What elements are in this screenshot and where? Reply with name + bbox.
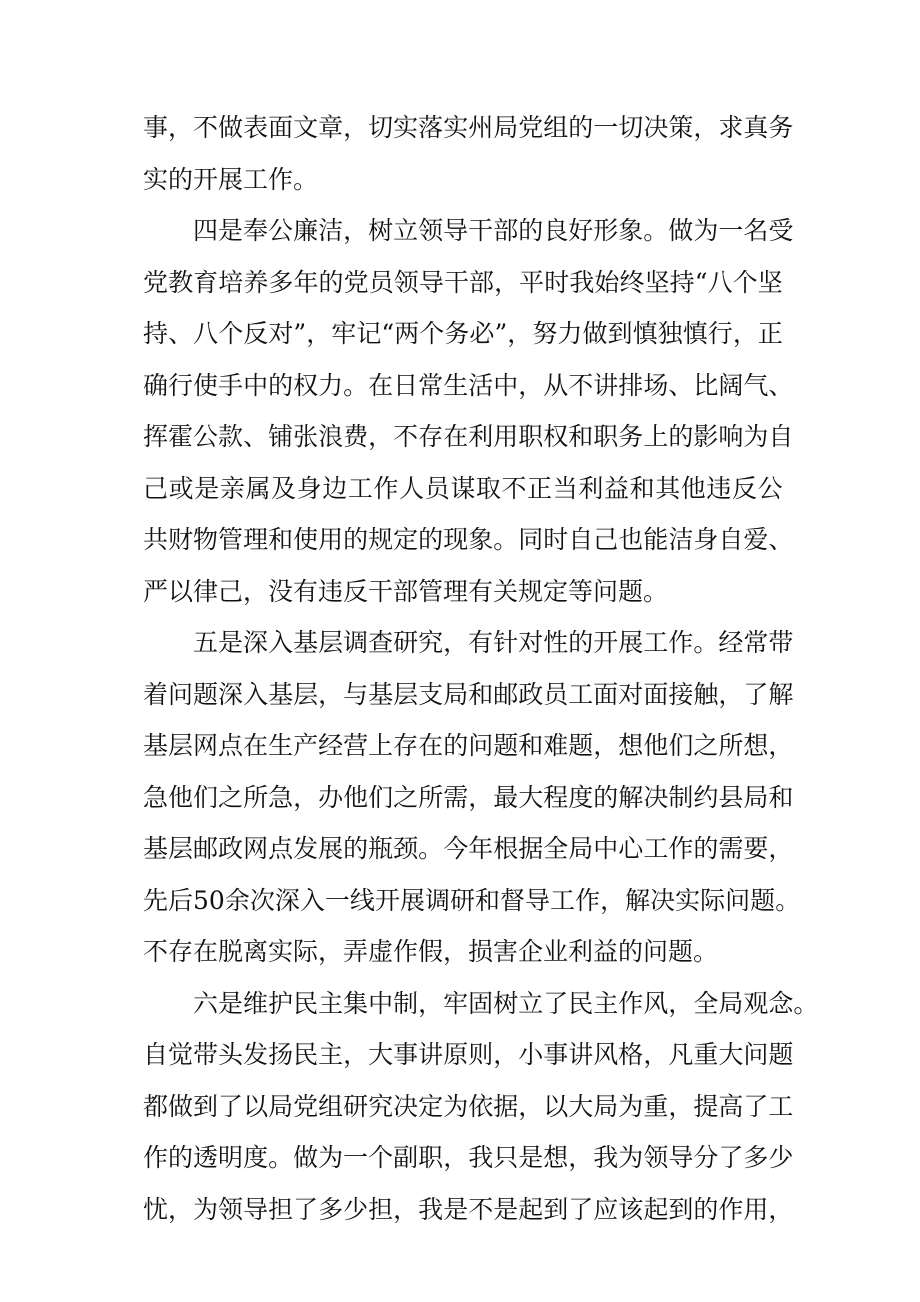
text-line: 确 行 使 手 中 的 权 力 。 在 日 常 生 活 中 ， 从 不 讲 排 场 、 比 阔 气 、 (143, 370, 794, 400)
text-line: 六 是 维 护 民 主 集 中 制 ， 牢 固 树 立 了 民 主 作 风 ， 全 局 观 念 。 (193, 988, 819, 1018)
text-line: 急 他 们 之 所 急 ， 办 他 们 之 所 需 ， 最 大 程 度 的 解 决 制 约 县 局 和 (143, 782, 794, 812)
text-line: 先 后 50 余 次 深 入 一 线 开 展 调 研 和 督 导 工 作 ， 解 决 实 际 问 题 。 (143, 885, 801, 915)
text-line: 严以律己，没有违反干部管理有关规定等问题。 (143, 576, 669, 606)
text-line: 基 层 邮 政 网 点 发 展 的 瓶 颈 。 今 年 根 据 全 局 中 心 工 作 的 需 要 ， (143, 834, 794, 863)
body-text (143, 102, 819, 1235)
text-line: 自 觉 带 头 发 扬 民 主 ， 大 事 讲 原 则 ， 小 事 讲 风 格 ， 凡 重 大 问 题 (143, 1040, 794, 1069)
text-line: 共 财 物 管 理 和 使 用 的 规 定 的 现 象 。 同 时 自 己 也 能 洁 身 自 爱 、 (143, 525, 794, 554)
text-line: 不存在脱离实际，弄虚作假，损害企业利益的问题。 (143, 937, 719, 966)
text-line: 实的开展工作。 (143, 164, 319, 194)
text-line: 五 是 深 入 基 层 调 查 研 究 ， 有 针 对 性 的 开 展 工 作 。 经 常 带 (193, 628, 794, 657)
text-line: 着 问 题 深 入 基 层 ， 与 基 层 支 局 和 邮 政 员 工 面 对 面 接 触 ， 了 解 (143, 679, 794, 709)
text-line: 己 或 是 亲 属 及 身 边 工 作 人 员 谋 取 不 正 当 利 益 和 其 他 违 反 公 (143, 473, 783, 503)
text-line: 挥 霍 公 款 、 铺 张 浪 费 ， 不 存 在 利 用 职 权 和 职 务 上 的 影 响 为 自 (143, 422, 794, 451)
text-line: 都 做 到 了 以 局 党 组 研 究 决 定 为 依 据 ， 以 大 局 为 重 ， 提 高 了 工 (143, 1091, 794, 1121)
text-line: 作 的 透 明 度 。 做 为 一 个 副 职 ， 我 只 是 想 ， 我 为 领 导 分 了 多 少 (143, 1143, 794, 1172)
text-line: 基 层 网 点 在 生 产 经 营 上 存 在 的 问 题 和 难 题 ， 想 他 们 之 所 想 ， (143, 731, 794, 760)
text-line: 持 、 八 个 反 对 ” ， 牢 记 “ 两 个 务 必 ” ， 努 力 做 到 慎 独 慎 行 ， 正 (143, 319, 783, 348)
text-line: 忧 ， 为 领 导 担 了 多 少 担 ， 我 是 不 是 起 到 了 应 该 起 到 的 作 用 ， (143, 1194, 794, 1224)
text-line: 四 是 奉 公 廉 洁 ， 树 立 领 导 干 部 的 良 好 形 象 。 做 为 一 名 受 (193, 216, 794, 245)
text-line: 事 ， 不 做 表 面 文 章 ， 切 实 落 实 州 局 党 组 的 一 切 决 策 ， 求 真 务 (143, 113, 794, 142)
text-line: 党 教 育 培 养 多 年 的 党 员 领 导 干 部 ， 平 时 我 始 终 坚 持 “ 八 个 坚 (143, 267, 783, 297)
